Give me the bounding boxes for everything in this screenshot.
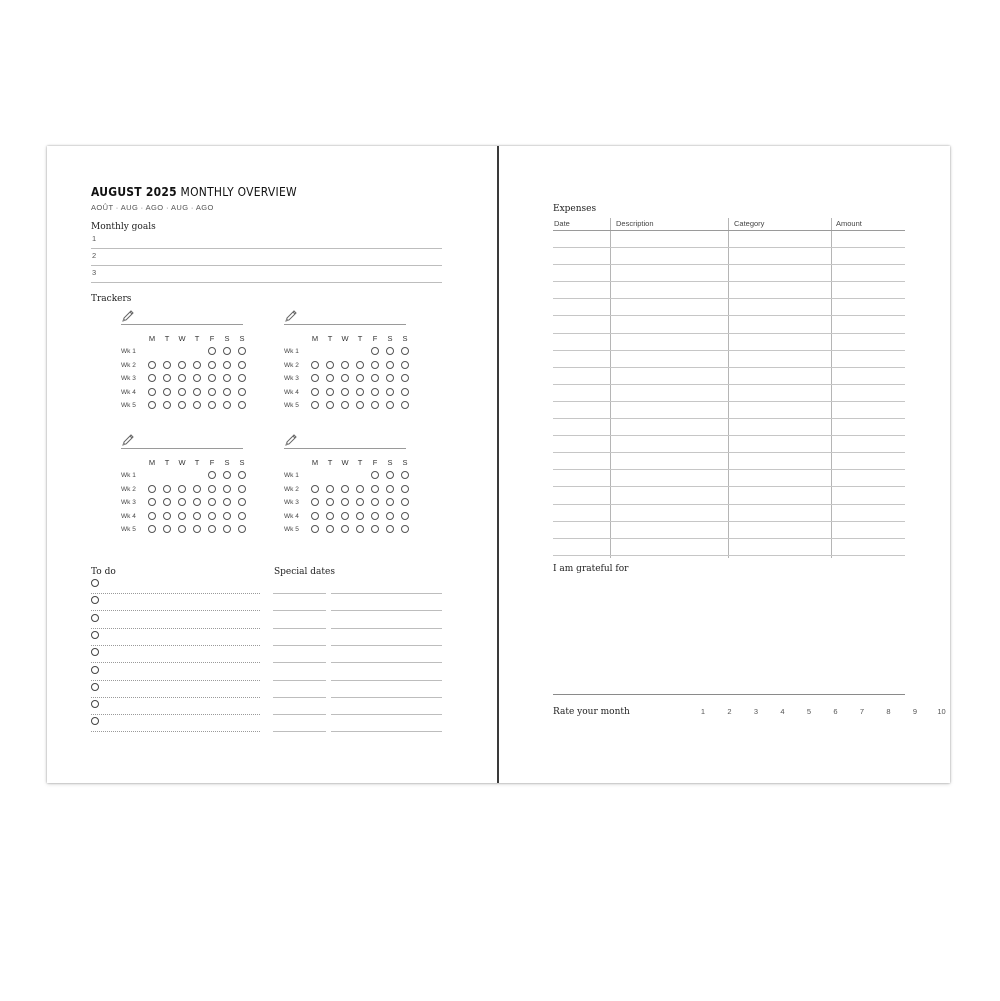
tracker-day-circle[interactable] (208, 361, 216, 369)
tracker-day-circle[interactable] (178, 485, 186, 493)
day-header: M (148, 334, 156, 343)
day-header: S (402, 458, 408, 467)
week-label: Wk 2 (284, 485, 299, 493)
tracker-day-circle[interactable] (371, 347, 379, 355)
week-label: Wk 4 (121, 388, 136, 396)
expense-row[interactable] (553, 452, 905, 470)
habit-tracker (121, 309, 251, 424)
tracker-day-circle[interactable] (371, 361, 379, 369)
tracker-day-circle[interactable] (238, 388, 246, 396)
day-header: T (327, 458, 333, 467)
day-header: W (178, 334, 186, 343)
todo-checkbox[interactable] (91, 596, 99, 604)
day-header: W (341, 458, 349, 467)
tracker-day-circle[interactable] (193, 485, 201, 493)
tracker-day-circle[interactable] (178, 401, 186, 409)
goal-row[interactable] (91, 231, 442, 249)
grateful-heading: I am grateful for (553, 564, 629, 574)
day-header: F (209, 458, 215, 467)
expense-row[interactable] (553, 521, 905, 539)
title-rest: MONTHLY OVERVIEW (180, 184, 297, 199)
tracker-day-circle[interactable] (148, 498, 156, 506)
tracker-day-circle[interactable] (193, 525, 201, 533)
day-header: T (164, 458, 170, 467)
trackers-heading: Trackers (91, 294, 132, 304)
tracker-day-circle[interactable] (311, 374, 319, 382)
tracker-day-circle[interactable] (386, 361, 394, 369)
day-header: W (341, 334, 349, 343)
tracker-day-circle[interactable] (341, 401, 349, 409)
day-header: F (372, 334, 378, 343)
tracker-day-circle[interactable] (238, 361, 246, 369)
todo-item[interactable] (91, 611, 260, 629)
expenses-col-category: Category (734, 219, 765, 228)
goal-number: 1 (92, 234, 97, 243)
expense-row[interactable] (553, 469, 905, 487)
expenses-header-row (553, 213, 905, 231)
day-header: T (194, 334, 200, 343)
day-header: S (402, 334, 408, 343)
rating-option[interactable]: 5 (806, 707, 812, 716)
tracker-day-circle[interactable] (208, 374, 216, 382)
tracker-day-circle[interactable] (341, 388, 349, 396)
tracker-title-line[interactable] (121, 448, 243, 449)
tracker-day-circle[interactable] (326, 374, 334, 382)
tracker-day-circle[interactable] (238, 485, 246, 493)
tracker-day-circle[interactable] (238, 525, 246, 533)
special-date-day-field[interactable] (273, 611, 326, 629)
tracker-day-circle[interactable] (238, 401, 246, 409)
day-header: W (178, 458, 186, 467)
tracker-day-circle[interactable] (401, 512, 409, 520)
expense-row[interactable] (553, 264, 905, 282)
day-header: F (209, 334, 215, 343)
expense-row[interactable] (553, 333, 905, 351)
day-header: T (194, 458, 200, 467)
tracker-day-circle[interactable] (148, 525, 156, 533)
tracker-day-circle[interactable] (311, 401, 319, 409)
tracker-day-circle[interactable] (163, 374, 171, 382)
tracker-day-circle[interactable] (178, 361, 186, 369)
tracker-day-circle[interactable] (326, 498, 334, 506)
tracker-day-circle[interactable] (163, 388, 171, 396)
week-label: Wk 1 (121, 472, 136, 479)
tracker-day-circle[interactable] (163, 512, 171, 520)
tracker-day-circle[interactable] (401, 361, 409, 369)
monthly-goals-heading: Monthly goals (91, 222, 156, 232)
rating-option[interactable]: 9 (912, 707, 918, 716)
todo-checkbox[interactable] (91, 700, 99, 708)
rating-option[interactable]: 3 (753, 707, 759, 716)
tracker-day-circle[interactable] (371, 512, 379, 520)
tracker-day-circle[interactable] (311, 498, 319, 506)
tracker-day-circle[interactable] (326, 388, 334, 396)
special-date-day-field[interactable] (273, 593, 326, 611)
tracker-day-circle[interactable] (371, 401, 379, 409)
special-date-note-field[interactable] (331, 645, 442, 663)
tracker-day-circle[interactable] (223, 498, 231, 506)
tracker-day-circle[interactable] (386, 485, 394, 493)
tracker-day-circle[interactable] (223, 525, 231, 533)
special-date-note-field[interactable] (331, 576, 442, 594)
rating-option[interactable]: 2 (727, 707, 732, 716)
todo-item[interactable] (91, 628, 260, 646)
day-header: M (311, 458, 319, 467)
day-header: S (239, 334, 245, 343)
pencil-icon[interactable] (121, 309, 135, 323)
week-label: Wk 5 (284, 402, 299, 409)
todo-checkbox[interactable] (91, 631, 99, 639)
week-label: Wk 5 (121, 526, 136, 533)
tracker-day-circle[interactable] (371, 471, 379, 479)
goal-number: 2 (92, 251, 97, 260)
expense-row[interactable] (553, 487, 905, 505)
expense-row[interactable] (553, 435, 905, 453)
special-date-day-field[interactable] (273, 680, 326, 698)
tracker-day-circle[interactable] (326, 401, 334, 409)
tracker-day-circle[interactable] (401, 485, 409, 493)
habit-tracker (284, 433, 414, 548)
tracker-day-circle[interactable] (163, 525, 171, 533)
tracker-day-circle[interactable] (238, 374, 246, 382)
tracker-day-circle[interactable] (238, 347, 246, 355)
tracker-day-circle[interactable] (386, 347, 394, 355)
tracker-title-line[interactable] (121, 324, 243, 325)
todo-item[interactable] (91, 680, 260, 698)
week-label: Wk 4 (284, 388, 299, 396)
todo-checkbox[interactable] (91, 579, 99, 587)
tracker-day-circle[interactable] (163, 498, 171, 506)
special-date-day-field[interactable] (273, 576, 326, 594)
tracker-day-circle[interactable] (223, 471, 231, 479)
tracker-title-line[interactable] (284, 324, 406, 325)
pencil-icon[interactable] (121, 433, 135, 447)
tracker-day-circle[interactable] (401, 525, 409, 533)
right-page (499, 146, 950, 783)
rating-option[interactable]: 6 (833, 707, 838, 716)
week-label: Wk 4 (121, 512, 136, 520)
tracker-day-circle[interactable] (386, 471, 394, 479)
tracker-day-circle[interactable] (401, 401, 409, 409)
goal-number: 3 (92, 268, 97, 277)
goal-row[interactable] (91, 265, 442, 283)
habit-tracker (284, 309, 414, 424)
tracker-day-circle[interactable] (371, 498, 379, 506)
tracker-day-circle[interactable] (386, 388, 394, 396)
page-subtitle: AOÛT · AUG · AGO · AUG · AGO (91, 203, 214, 212)
day-header: T (357, 458, 363, 467)
day-header: M (148, 458, 156, 467)
week-label: Wk 5 (284, 526, 299, 533)
tracker-day-circle[interactable] (208, 512, 216, 520)
special-date-note-field[interactable] (331, 680, 442, 698)
special-date-day-field[interactable] (273, 697, 326, 715)
week-label: Wk 4 (284, 512, 299, 520)
tracker-day-circle[interactable] (223, 361, 231, 369)
tracker-day-circle[interactable] (356, 361, 364, 369)
tracker-day-circle[interactable] (163, 485, 171, 493)
tracker-day-circle[interactable] (238, 498, 246, 506)
tracker-day-circle[interactable] (341, 498, 349, 506)
tracker-day-circle[interactable] (341, 374, 349, 382)
page-title (91, 184, 297, 199)
special-dates-heading: Special dates (274, 567, 335, 577)
day-header: T (357, 334, 363, 343)
tracker-day-circle[interactable] (193, 401, 201, 409)
week-label: Wk 3 (121, 499, 136, 506)
tracker-day-circle[interactable] (356, 498, 364, 506)
title-month: AUGUST 2025 (91, 184, 177, 199)
tracker-day-circle[interactable] (238, 471, 246, 479)
rate-month-label: Rate your month (553, 707, 630, 717)
todo-item[interactable] (91, 714, 260, 732)
expense-row[interactable] (553, 538, 905, 556)
expense-row[interactable] (553, 247, 905, 265)
special-date-day-field[interactable] (273, 663, 326, 681)
tracker-day-circle[interactable] (311, 512, 319, 520)
special-date-note-field[interactable] (331, 663, 442, 681)
week-label: Wk 3 (121, 375, 136, 382)
tracker-day-circle[interactable] (208, 347, 216, 355)
todo-checkbox[interactable] (91, 648, 99, 656)
week-label: Wk 1 (121, 348, 136, 355)
tracker-day-circle[interactable] (386, 498, 394, 506)
todo-item[interactable] (91, 576, 260, 594)
tracker-day-circle[interactable] (193, 374, 201, 382)
tracker-day-circle[interactable] (356, 485, 364, 493)
tracker-day-circle[interactable] (148, 361, 156, 369)
special-date-note-field[interactable] (331, 628, 442, 646)
todo-checkbox[interactable] (91, 717, 99, 725)
tracker-day-circle[interactable] (311, 525, 319, 533)
day-header: T (164, 334, 170, 343)
tracker-day-circle[interactable] (208, 401, 216, 409)
week-label: Wk 2 (121, 485, 136, 493)
expense-row[interactable] (553, 281, 905, 299)
week-label: Wk 1 (284, 348, 299, 355)
tracker-day-circle[interactable] (208, 388, 216, 396)
special-date-note-field[interactable] (331, 611, 442, 629)
todo-item[interactable] (91, 645, 260, 663)
todo-item[interactable] (91, 663, 260, 681)
expense-row[interactable] (553, 350, 905, 368)
expense-row[interactable] (553, 367, 905, 385)
special-date-day-field[interactable] (273, 645, 326, 663)
tracker-day-circle[interactable] (386, 512, 394, 520)
special-date-note-field[interactable] (331, 714, 442, 732)
expense-row[interactable] (553, 418, 905, 436)
planner-spread (47, 146, 950, 783)
expenses-col-date: Date (554, 219, 570, 228)
tracker-day-circle[interactable] (401, 498, 409, 506)
tracker-day-circle[interactable] (341, 512, 349, 520)
todo-checkbox[interactable] (91, 614, 99, 622)
special-date-day-field[interactable] (273, 628, 326, 646)
tracker-day-circle[interactable] (356, 401, 364, 409)
day-header: S (387, 334, 393, 343)
tracker-day-circle[interactable] (208, 485, 216, 493)
tracker-day-circle[interactable] (223, 401, 231, 409)
tracker-day-circle[interactable] (401, 347, 409, 355)
tracker-day-circle[interactable] (371, 485, 379, 493)
expense-row[interactable] (553, 401, 905, 419)
tracker-day-circle[interactable] (223, 485, 231, 493)
tracker-day-circle[interactable] (326, 525, 334, 533)
tracker-day-circle[interactable] (356, 525, 364, 533)
tracker-day-circle[interactable] (208, 471, 216, 479)
tracker-day-circle[interactable] (326, 485, 334, 493)
todo-item[interactable] (91, 593, 260, 611)
day-header: S (239, 458, 245, 467)
tracker-day-circle[interactable] (341, 485, 349, 493)
tracker-day-circle[interactable] (341, 525, 349, 533)
tracker-day-circle[interactable] (178, 388, 186, 396)
todo-checkbox[interactable] (91, 683, 99, 691)
rating-option[interactable]: 10 (937, 707, 946, 716)
tracker-day-circle[interactable] (401, 388, 409, 396)
tracker-day-circle[interactable] (163, 361, 171, 369)
tracker-day-circle[interactable] (223, 388, 231, 396)
tracker-day-circle[interactable] (178, 525, 186, 533)
expenses-col-description: Description (616, 219, 654, 228)
day-header: F (372, 458, 378, 467)
tracker-day-circle[interactable] (178, 498, 186, 506)
tracker-day-circle[interactable] (371, 525, 379, 533)
tracker-day-circle[interactable] (193, 388, 201, 396)
tracker-day-circle[interactable] (238, 512, 246, 520)
day-header: S (387, 458, 393, 467)
day-header: S (224, 334, 230, 343)
tracker-day-circle[interactable] (148, 512, 156, 520)
special-date-note-field[interactable] (331, 697, 442, 715)
tracker-day-circle[interactable] (386, 401, 394, 409)
tracker-day-circle[interactable] (356, 388, 364, 396)
tracker-day-circle[interactable] (223, 374, 231, 382)
tracker-day-circle[interactable] (311, 485, 319, 493)
tracker-day-circle[interactable] (356, 512, 364, 520)
week-label: Wk 2 (121, 361, 136, 369)
rating-option[interactable]: 8 (886, 707, 891, 716)
tracker-day-circle[interactable] (148, 485, 156, 493)
tracker-day-circle[interactable] (148, 401, 156, 409)
grateful-area[interactable] (553, 576, 905, 695)
todo-heading: To do (91, 567, 116, 577)
todo-checkbox[interactable] (91, 666, 99, 674)
week-label: Wk 1 (284, 472, 299, 479)
tracker-day-circle[interactable] (311, 361, 319, 369)
expense-row[interactable] (553, 298, 905, 316)
week-label: Wk 3 (284, 375, 299, 382)
expenses-heading: Expenses (553, 204, 597, 214)
tracker-day-circle[interactable] (148, 374, 156, 382)
tracker-day-circle[interactable] (386, 374, 394, 382)
day-header: S (224, 458, 230, 467)
tracker-day-circle[interactable] (371, 388, 379, 396)
todo-item[interactable] (91, 697, 260, 715)
rating-option[interactable]: 4 (780, 707, 785, 716)
expense-row[interactable] (553, 316, 905, 334)
week-label: Wk 3 (284, 499, 299, 506)
expense-row[interactable] (553, 230, 905, 248)
tracker-day-circle[interactable] (178, 512, 186, 520)
day-header: T (327, 334, 333, 343)
left-page (47, 146, 497, 783)
tracker-day-circle[interactable] (208, 525, 216, 533)
special-date-note-field[interactable] (331, 593, 442, 611)
expenses-col-amount: Amount (836, 219, 862, 228)
tracker-day-circle[interactable] (193, 361, 201, 369)
week-label: Wk 5 (121, 402, 136, 409)
tracker-day-circle[interactable] (208, 498, 216, 506)
rating-option[interactable]: 1 (700, 707, 706, 716)
tracker-day-circle[interactable] (223, 512, 231, 520)
week-label: Wk 2 (284, 361, 299, 369)
expense-row[interactable] (553, 504, 905, 522)
tracker-day-circle[interactable] (341, 361, 349, 369)
tracker-day-circle[interactable] (223, 347, 231, 355)
tracker-day-circle[interactable] (178, 374, 186, 382)
day-header: M (311, 334, 319, 343)
tracker-day-circle[interactable] (401, 374, 409, 382)
tracker-day-circle[interactable] (356, 374, 364, 382)
tracker-title-line[interactable] (284, 448, 406, 449)
tracker-day-circle[interactable] (371, 374, 379, 382)
tracker-day-circle[interactable] (193, 498, 201, 506)
goal-row[interactable] (91, 248, 442, 266)
rating-option[interactable]: 7 (859, 707, 865, 716)
pencil-icon[interactable] (284, 309, 298, 323)
tracker-day-circle[interactable] (148, 388, 156, 396)
tracker-day-circle[interactable] (193, 512, 201, 520)
tracker-day-circle[interactable] (326, 512, 334, 520)
special-date-day-field[interactable] (273, 714, 326, 732)
tracker-day-circle[interactable] (163, 401, 171, 409)
tracker-day-circle[interactable] (386, 525, 394, 533)
tracker-day-circle[interactable] (311, 388, 319, 396)
pencil-icon[interactable] (284, 433, 298, 447)
expense-row[interactable] (553, 384, 905, 402)
tracker-day-circle[interactable] (401, 471, 409, 479)
tracker-day-circle[interactable] (326, 361, 334, 369)
habit-tracker (121, 433, 251, 548)
